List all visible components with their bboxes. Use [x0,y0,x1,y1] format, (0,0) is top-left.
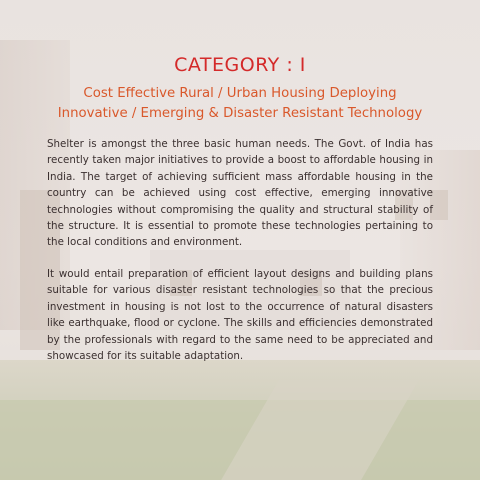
category-subtitle [20,84,460,124]
paragraph-shelter: Shelter is amongst the three basic human needs. The Govt. of India has recently taken major initiatives to provide a boost to affordable housing in India. The target of achieving sufficient mass affordable housing in the country can be achieved using cost effective, emerging innovative technologies without compromising the quality and structural stability of the structure. It is essential to promote these technologies pertaining to the local conditions and environment. [47,138,433,249]
subtitle-line-2: Innovative / Emerging & Disaster Resistant Technology [57,106,423,121]
subtitle-line-1: Cost Effective Rural / Urban Housing Deploying [83,86,397,101]
paragraph-disaster-resistant: It would entail preparation of efficient layout designs and building plans suitable for various disaster resistant technologies so that the precious investment in housing is not lost to the occurrence of natural disasters like earthquake, flood or cyclone. The skills and efficiencies demonstrated by the professionals with regard to the same need to be appreciated and showcased for its suitable adaptation. [47,268,433,363]
category-title: CATEGORY : I [174,54,306,76]
